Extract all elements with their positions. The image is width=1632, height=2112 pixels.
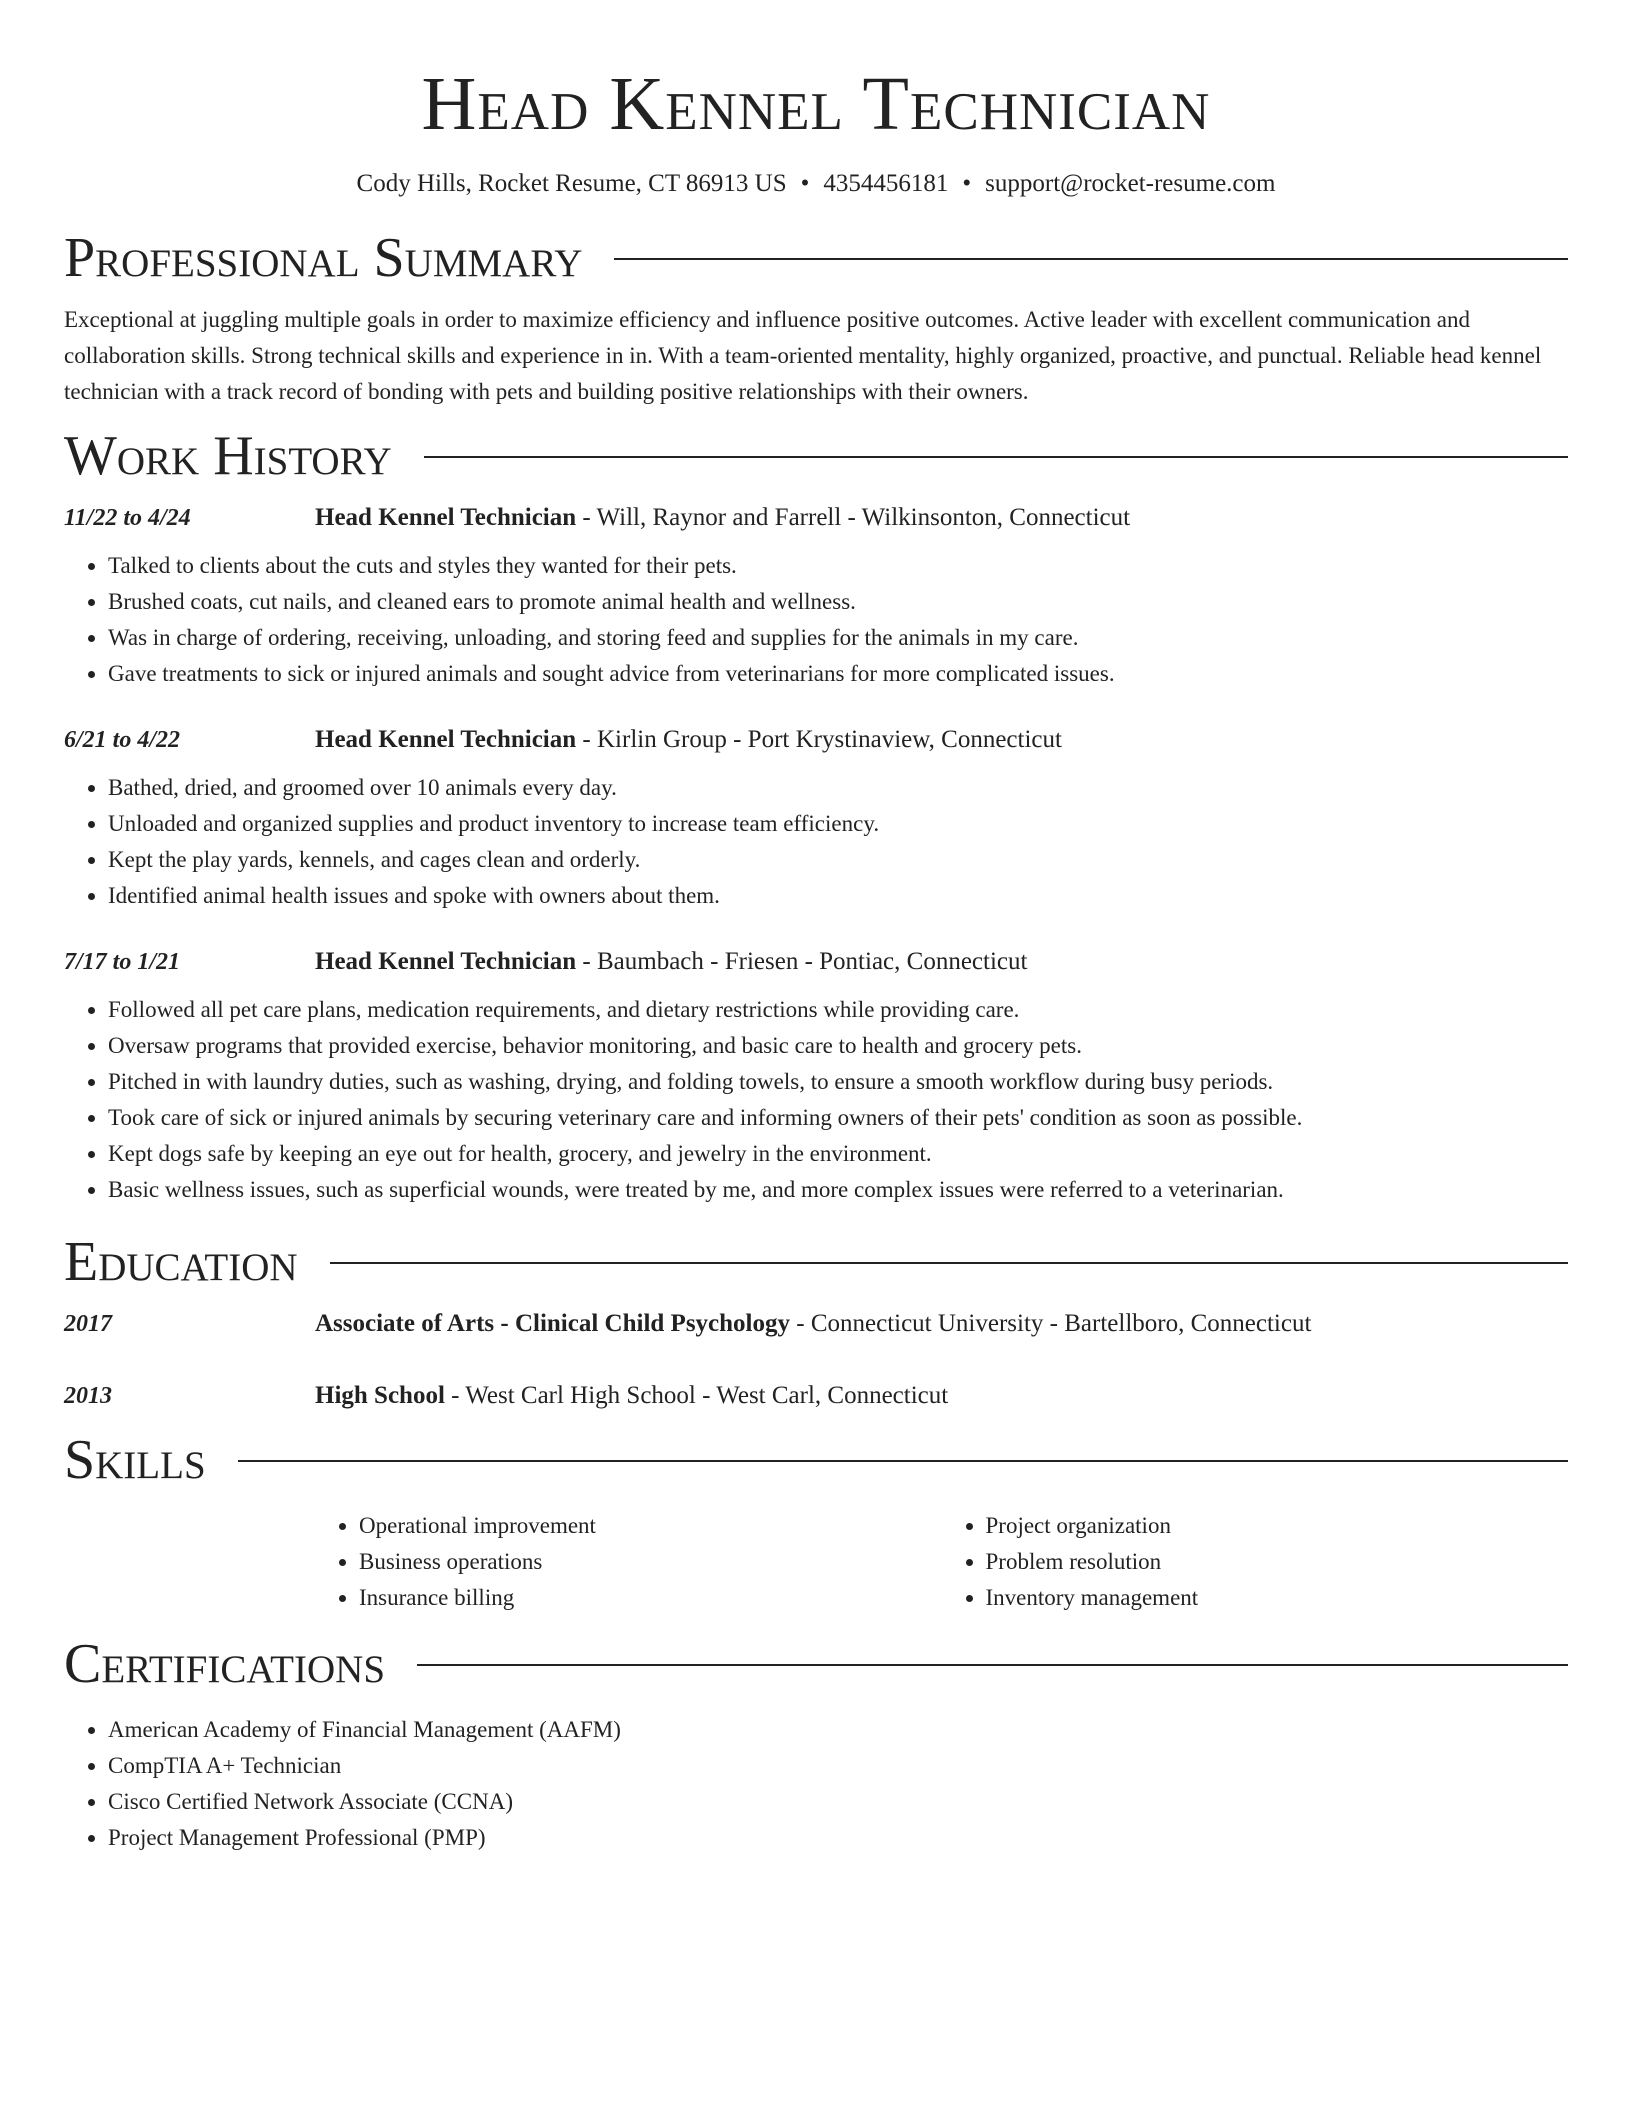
job-dates: 7/17 to 1/21 [64, 949, 181, 975]
certifications-heading: Certifications [64, 1633, 386, 1695]
job-title-line [315, 724, 1568, 756]
education-entry [64, 1380, 1568, 1412]
education-line [315, 1380, 1568, 1412]
job-entry [64, 502, 1568, 692]
job-bullet: • Talked to clients about the cuts and styles they wanted for their pets. [108, 548, 1568, 584]
job-dates: 11/22 to 4/24 [64, 505, 191, 531]
education-line [315, 1308, 1568, 1340]
certification-item: • CompTIA A+ Technician [108, 1748, 1568, 1784]
job-bullet: • Brushed coats, cut nails, and cleaned ears to promote animal health and wellness. [108, 584, 1568, 620]
section-divider [614, 258, 1568, 260]
skills-grid [315, 1508, 1568, 1616]
skills-heading: Skills [64, 1429, 206, 1491]
job-details: - Will, Raynor and Farrell - Wilkinsonton, Connecticut [576, 504, 1131, 531]
job-header [64, 502, 1568, 534]
section-divider [330, 1262, 1568, 1264]
certifications-section-header [64, 1632, 1568, 1696]
skills-list-right [942, 1508, 1569, 1616]
contact-phone: 4354456181 [823, 170, 949, 197]
summary-heading: Professional Summary [64, 227, 583, 289]
certification-item: • Project Management Professional (PMP) [108, 1820, 1568, 1856]
contact-separator: • [962, 170, 972, 197]
contact-address: Cody Hills, Rocket Resume, CT 86913 US [356, 170, 787, 197]
job-title: Head Kennel Technician [315, 726, 577, 753]
job-bullet: • Basic wellness issues, such as superficial wounds, were treated by me, and more complex issues were referred to a veterinarian. [108, 1172, 1568, 1208]
job-bullet: • Identified animal health issues and spoke with owners about them. [108, 878, 1568, 914]
job-bullet: • Bathed, dried, and groomed over 10 animals every day. [108, 770, 1568, 806]
skill-item: • Problem resolution [986, 1544, 1569, 1580]
job-entry [64, 946, 1568, 1208]
education-details: - Connecticut University - Bartellboro, Connecticut [790, 1310, 1312, 1337]
job-bullet: • Gave treatments to sick or injured animals and sought advice from veterinarians for more complicated issues. [108, 656, 1568, 692]
resume-name: Head Kennel Technician [421, 62, 1211, 146]
education-section-header [64, 1230, 1568, 1294]
education-degree: Associate of Arts - Clinical Child Psychology [315, 1310, 790, 1337]
job-bullet: • Kept dogs safe by keeping an eye out for health, grocery, and jewelry in the environment. [108, 1136, 1568, 1172]
skill-item: • Inventory management [986, 1580, 1569, 1616]
job-header [64, 724, 1568, 756]
education-year: 2017 [64, 1311, 112, 1337]
job-title: Head Kennel Technician [315, 948, 577, 975]
skills-list-left [315, 1508, 942, 1616]
section-divider [424, 456, 1568, 458]
skill-item: • Project organization [986, 1508, 1569, 1544]
job-dates: 6/21 to 4/22 [64, 727, 181, 753]
summary-section-header [64, 226, 1568, 290]
job-title-line [315, 502, 1568, 534]
job-bullet: • Unloaded and organized supplies and product inventory to increase team efficiency. [108, 806, 1568, 842]
job-bullet: • Took care of sick or injured animals by securing veterinary care and informing owners of their pets' condition as soon as possible. [108, 1100, 1568, 1136]
education-entry [64, 1308, 1568, 1340]
job-header [64, 946, 1568, 978]
education-year: 2013 [64, 1383, 112, 1409]
certifications-list [64, 1712, 1568, 1856]
section-divider [417, 1664, 1568, 1666]
education-details: - West Carl High School - West Carl, Connecticut [444, 1382, 949, 1409]
skill-item: • Insurance billing [359, 1580, 942, 1616]
education-heading: Education [64, 1231, 298, 1293]
job-bullets [64, 548, 1568, 692]
job-bullet: • Was in charge of ordering, receiving, unloading, and storing feed and supplies for the animals in my care. [108, 620, 1568, 656]
skill-item: • Business operations [359, 1544, 942, 1580]
job-details: - Baumbach - Friesen - Pontiac, Connecticut [576, 948, 1028, 975]
contact-line [64, 168, 1568, 200]
certification-item: • American Academy of Financial Management (AAFM) [108, 1712, 1568, 1748]
job-title: Head Kennel Technician [315, 504, 577, 531]
job-bullet: • Kept the play yards, kennels, and cages clean and orderly. [108, 842, 1568, 878]
job-bullets [64, 992, 1568, 1208]
work-heading: Work History [64, 425, 392, 487]
job-bullets [64, 770, 1568, 914]
summary-text: Exceptional at juggling multiple goals in order to maximize efficiency and influence positive outcomes. Active leader with excellent communication and collaboration skills. Strong technical skills and experience in in. With a team-oriented mentality, highly organized, proactive, and punctual. Reliable head kennel technician with a track record of bonding with pets and building positive relationships with their owners. [64, 307, 1542, 404]
skill-item: • Operational improvement [359, 1508, 942, 1544]
job-details: - Kirlin Group - Port Krystinaview, Connecticut [576, 726, 1062, 753]
education-degree: High School [315, 1382, 445, 1409]
work-section-header [64, 424, 1568, 488]
skills-section-header [64, 1428, 1568, 1492]
contact-separator: • [800, 170, 810, 197]
job-bullet: • Pitched in with laundry duties, such as washing, drying, and folding towels, to ensure a smooth workflow during busy periods. [108, 1064, 1568, 1100]
certification-item: • Cisco Certified Network Associate (CCNA) [108, 1784, 1568, 1820]
contact-email: support@rocket-resume.com [985, 170, 1276, 197]
section-divider [238, 1460, 1568, 1462]
resume-page [64, 0, 1568, 1856]
job-bullet: • Oversaw programs that provided exercise, behavior monitoring, and basic care to health and grocery pets. [108, 1028, 1568, 1064]
job-entry [64, 724, 1568, 914]
job-bullet: • Followed all pet care plans, medication requirements, and dietary restrictions while providing care. [108, 992, 1568, 1028]
job-title-line [315, 946, 1568, 978]
